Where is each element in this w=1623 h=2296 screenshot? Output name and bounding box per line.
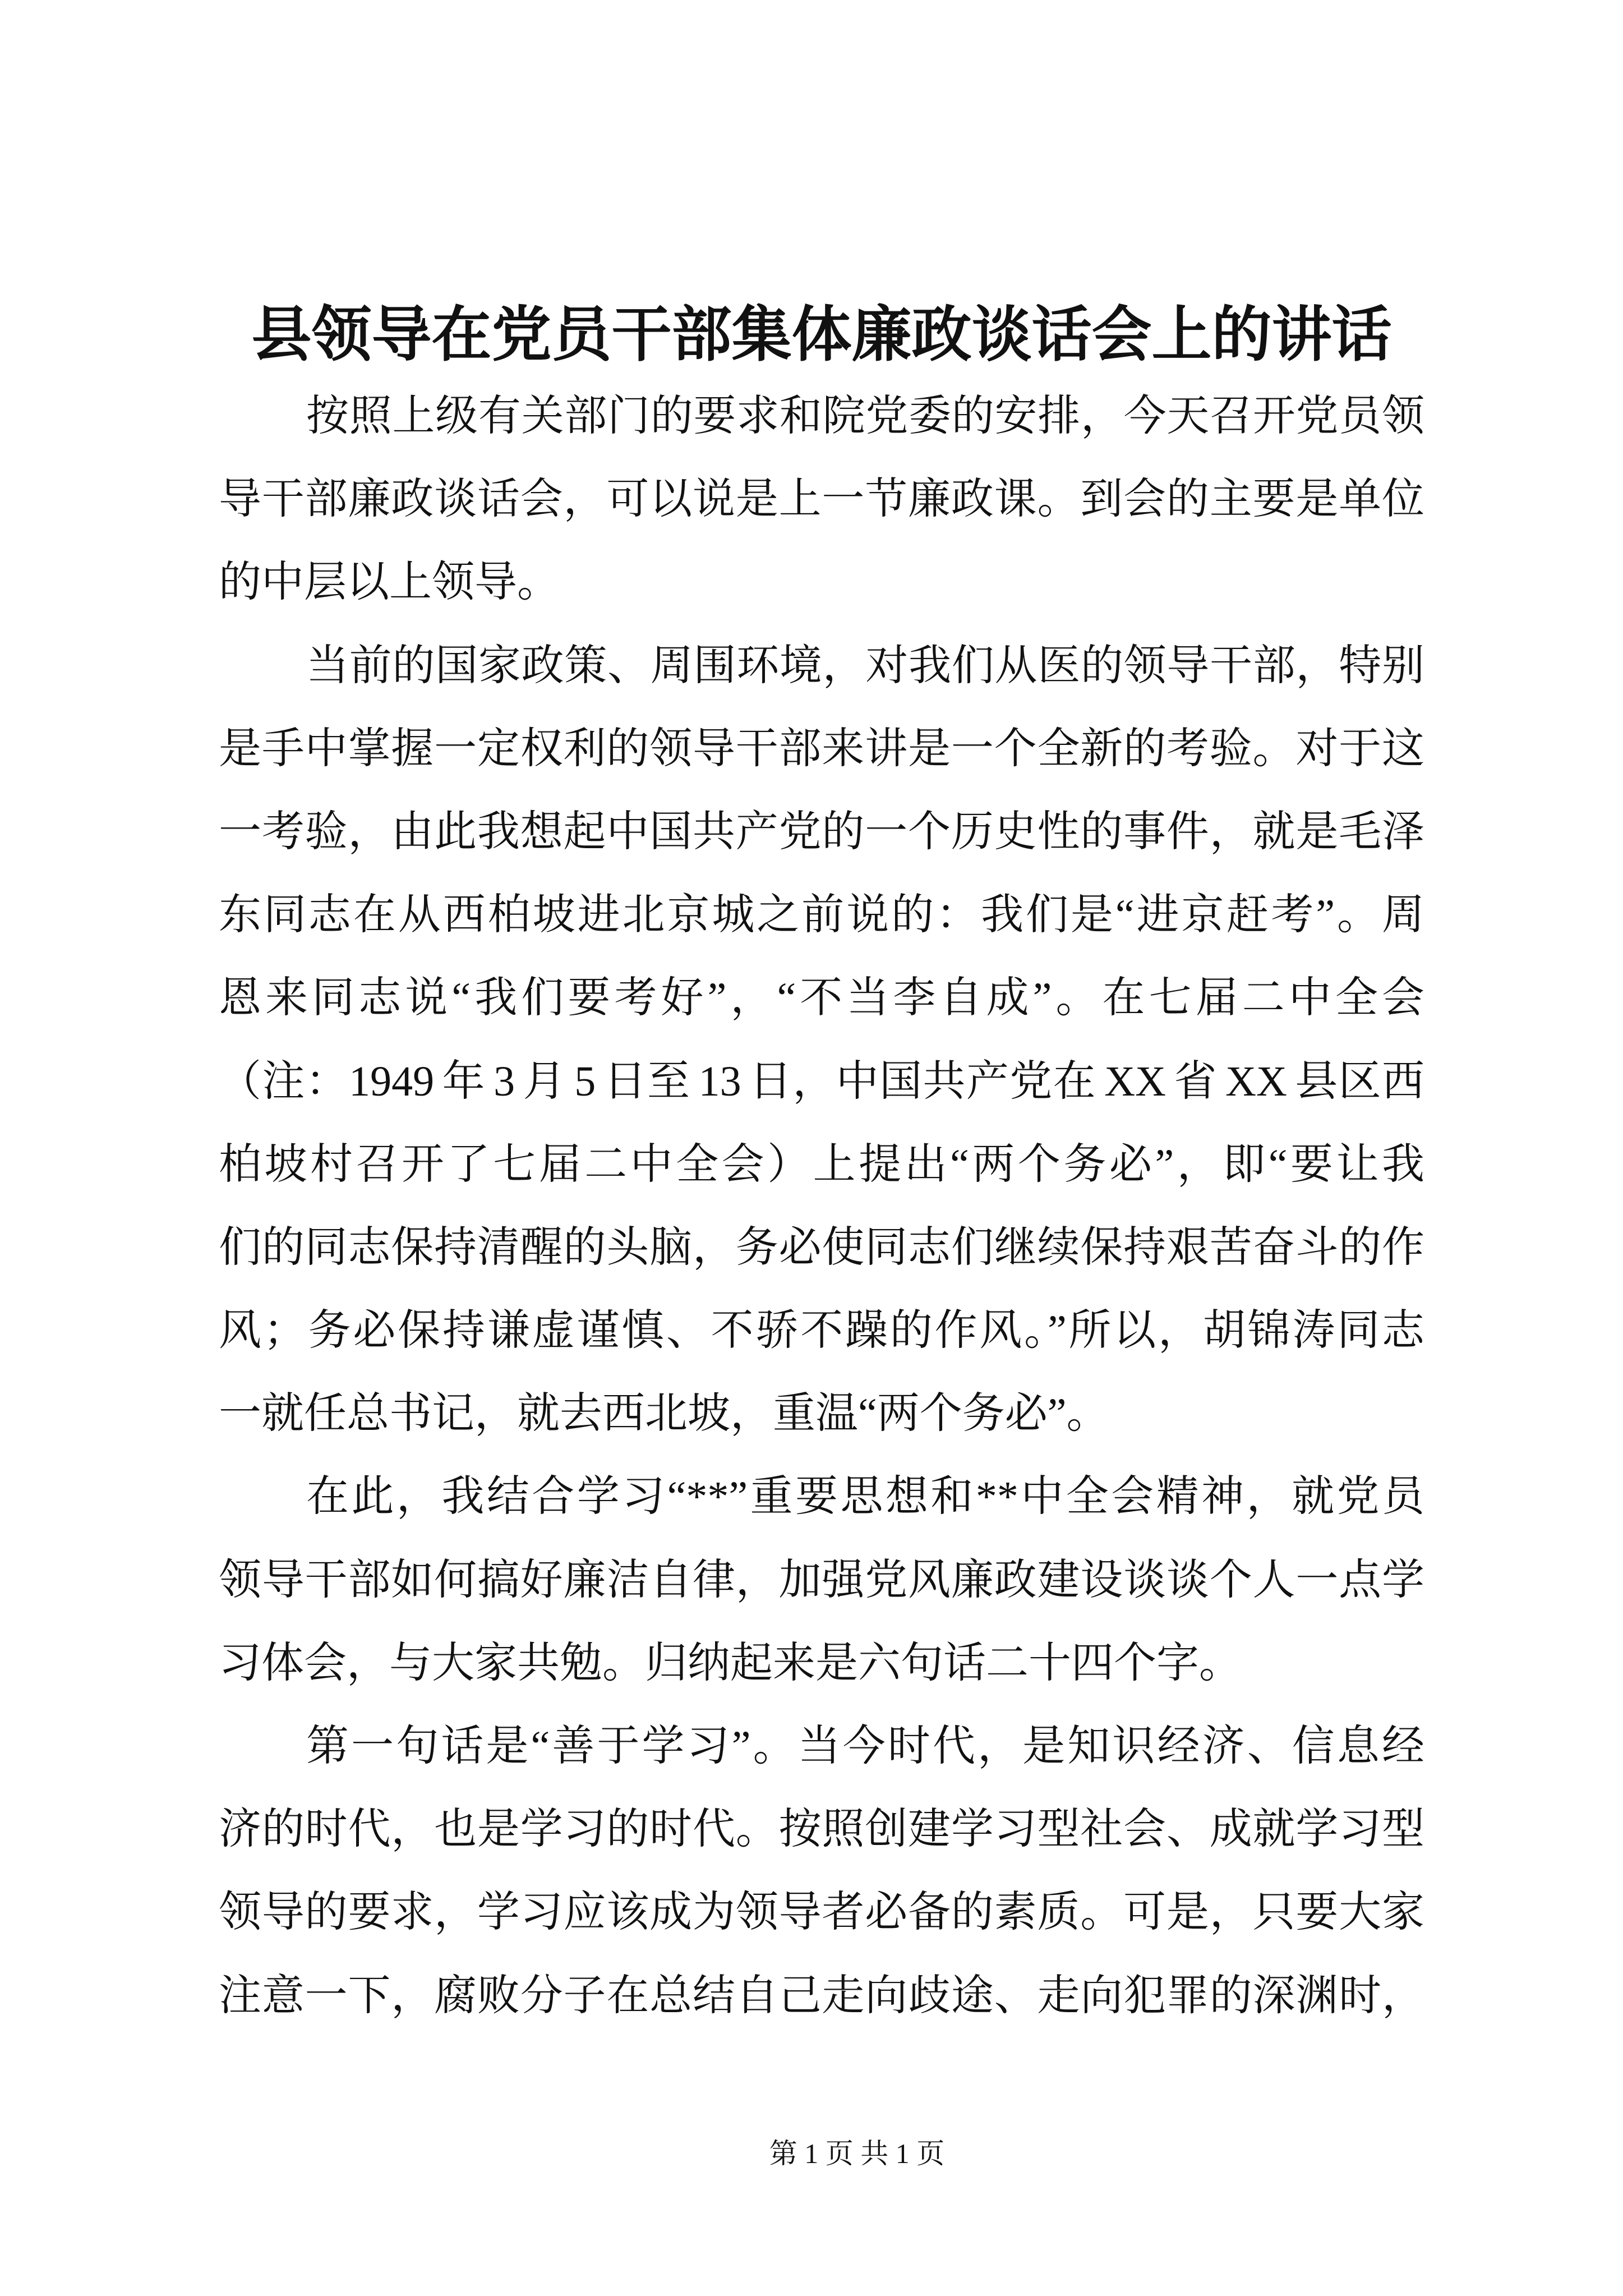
text-line: 的中层以上领导。 xyxy=(219,559,560,606)
text-line: 第一句话是“善于学习”。当今时代，是知识经济、信息经 xyxy=(306,1723,1424,1770)
text-line: 柏坡村召开了七届二中全会）上提出“两个务必”，即“要让我 xyxy=(219,1140,1424,1188)
paragraph-1 xyxy=(219,375,1424,624)
text-line: 习体会，与大家共勉。归纳起来是六句话二十四个字。 xyxy=(219,1639,1242,1687)
document-title: 县领导在党员干部集体廉政谈话会上的讲话 xyxy=(251,302,1392,369)
text-line: 一就任总书记，就去西北坡，重温“两个务必”。 xyxy=(219,1390,1109,1438)
paragraph-3 xyxy=(219,1455,1424,1705)
paragraph-4 xyxy=(219,1705,1424,2037)
text-line: 按照上级有关部门的要求和院党委的安排，今天召开党员领 xyxy=(306,393,1424,440)
text-line: 们的同志保持清醒的头脑，务必使同志们继续保持艰苦奋斗的作 xyxy=(219,1223,1424,1271)
text-line: 当前的国家政策、周围环境，对我们从医的领导干部，特别 xyxy=(306,642,1424,689)
text-line: 风；务必保持谦虚谨慎、不骄不躁的作风。”所以，胡锦涛同志 xyxy=(219,1307,1424,1355)
text-line: 一考验，由此我想起中国共产党的一个历史性的事件，就是毛泽 xyxy=(219,808,1424,855)
text-line: 在此，我结合学习“**”重要思想和**中全会精神，就党员 xyxy=(306,1473,1424,1521)
text-line: 注意一下，腐败分子在总结自己走向歧途、走向犯罪的深渊时， xyxy=(219,1972,1424,2019)
text-line: 领导干部如何搞好廉洁自律，加强党风廉政建设谈谈个人一点学 xyxy=(219,1556,1424,1604)
paragraph-2 xyxy=(219,624,1424,1456)
document-body xyxy=(219,375,1424,2037)
text-line: 是手中掌握一定权利的领导干部来讲是一个全新的考验。对于这 xyxy=(219,725,1424,772)
text-line: 济的时代，也是学习的时代。按照创建学习型社会、成就学习型 xyxy=(219,1806,1424,1853)
page-footer: 第 1 页 共 1 页 xyxy=(769,2138,945,2169)
text-line: 恩来同志说“我们要考好”，“不当李自成”。在七届二中全会 xyxy=(219,974,1424,1022)
text-line: （注：1949 年 3 月 5 日至 13 日，中国共产党在 XX 省 XX 县区西 xyxy=(219,1057,1424,1105)
text-line: 领导的要求，学习应该成为领导者必备的素质。可是，只要大家 xyxy=(219,1889,1424,1936)
text-line: 导干部廉政谈话会，可以说是上一节廉政课。到会的主要是单位 xyxy=(219,476,1424,523)
text-line: 东同志在从西柏坡进北京城之前说的：我们是“进京赶考”。周 xyxy=(219,891,1424,939)
